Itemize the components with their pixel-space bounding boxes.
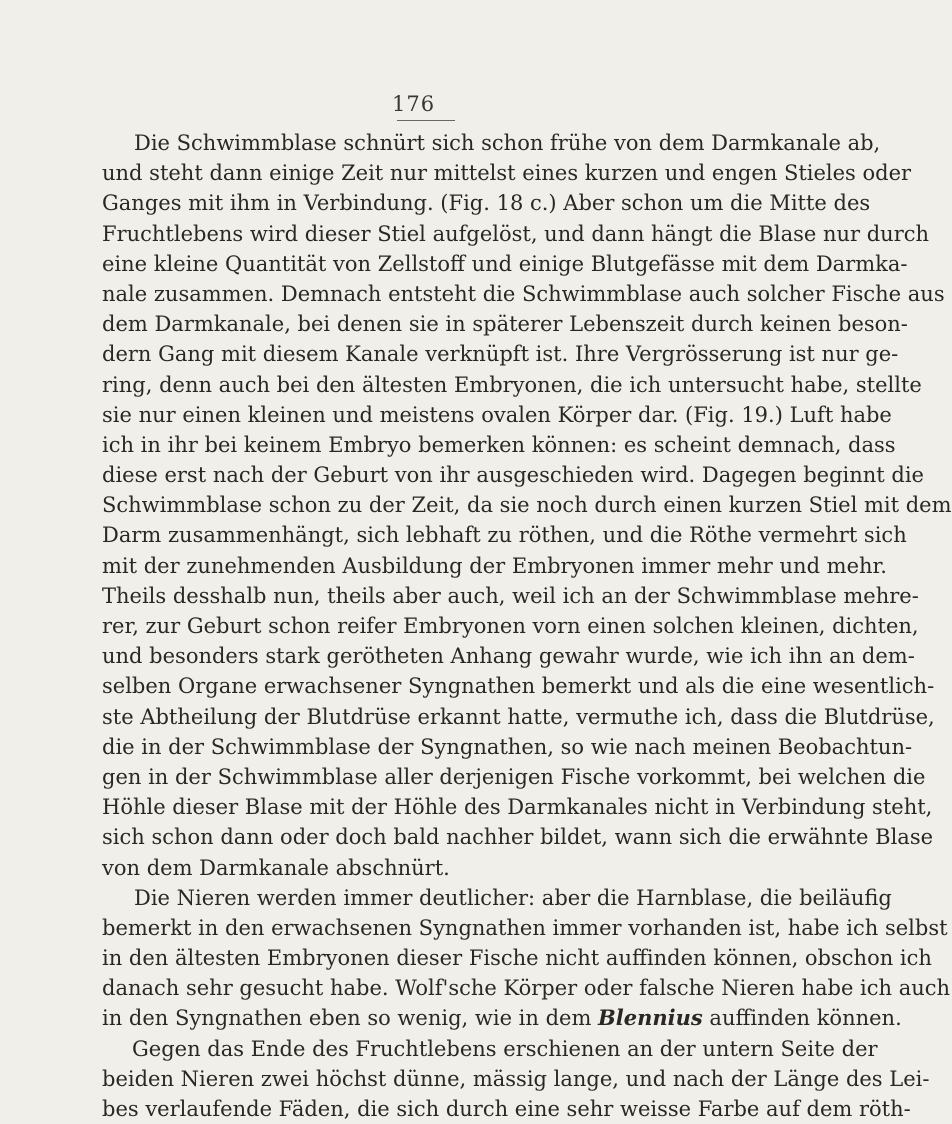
text-line: Gegen das Ende des Fruchtlebens erschienen an der untern Seite der xyxy=(132,1036,878,1061)
text-line: Darm zusammenhängt, sich lebhaft zu röthen, und die Röthe vermehrt sich xyxy=(102,523,907,548)
text-line: rer, zur Geburt schon reifer Embryonen vorn einen solchen kleinen, dichten, xyxy=(102,614,919,638)
text-line: mit der zunehmenden Ausbildung der Embryonen immer mehr und mehr. xyxy=(102,553,887,578)
text-line: Höhle dieser Blase mit der Höhle des Darmkanales nicht in Verbindung steht, xyxy=(102,795,933,820)
text-line: sie nur einen kleinen und meistens ovalen Körper dar. (Fig. 19.) Luft habe xyxy=(102,402,892,427)
text-line: diese erst nach der Geburt von ihr ausgeschieden wird. Dagegen beginnt die xyxy=(102,463,924,488)
text-line: nale zusammen. Demnach entsteht die Schwimmblase auch solcher Fische aus xyxy=(102,281,945,306)
text-line: und besonders stark gerötheten Anhang gewahr wurde, wie ich ihn an dem- xyxy=(102,644,915,669)
text-line: Die Schwimmblase schnürt sich schon frühe von dem Darmkanale ab, xyxy=(134,131,881,155)
text-line: danach sehr gesucht habe. Wolf'sche Körper oder falsche Nieren habe ich auch xyxy=(102,976,951,1001)
page-number: 176 xyxy=(392,92,436,116)
text-line: sich schon dann oder doch bald nachher bildet, wann sich die erwähnte Blase xyxy=(102,825,934,850)
text-line: ste Abtheilung der Blutdrüse erkannt hatte, vermuthe ich, dass die Blutdrüse, xyxy=(102,704,935,729)
text-line: Schwimmblase schon zu der Zeit, da sie noch durch einen kurzen Stiel mit dem xyxy=(102,493,952,518)
text-line: selben Organe erwachsener Syngnathen bemerkt und als die eine wesentlich- xyxy=(102,674,935,699)
text-line: dem Darmkanale, bei denen sie in späterer Lebenszeit durch keinen beson- xyxy=(102,312,908,337)
text-line: gen in der Schwimmblase aller derjenigen Fische vorkommt, bei welchen die xyxy=(102,764,926,789)
italic-genus-name: Blennius xyxy=(598,1005,703,1031)
text-line: Die Nieren werden immer deutlicher: aber die Harnblase, die beiläufig xyxy=(134,885,892,910)
text-segment: in den Syngnathen eben so wenig, wie in dem xyxy=(102,1006,599,1031)
header-rule xyxy=(397,120,455,121)
text-line-with-italic xyxy=(102,1003,902,1033)
text-line: von dem Darmkanale abschnürt. xyxy=(102,855,450,880)
text-line: ich in ihr bei keinem Embryo bemerken können: es scheint demnach, dass xyxy=(102,432,896,457)
text-line: bemerkt in den erwachsenen Syngnathen immer vorhanden ist, habe ich selbst xyxy=(102,915,948,940)
text-line: und steht dann einige Zeit nur mittelst eines kurzen und engen Stieles oder xyxy=(102,161,912,186)
text-line: dern Gang mit diesem Kanale verknüpft ist. Ihre Vergrösserung ist nur ge- xyxy=(102,342,899,367)
text-line: Fruchtlebens wird dieser Stiel aufgelöst, und dann hängt die Blase nur durch xyxy=(102,221,930,246)
body-text xyxy=(102,128,952,1124)
text-line: eine kleine Quantität von Zellstoff und einige Blutgefässe mit dem Darmka- xyxy=(102,251,908,276)
text-line: beiden Nieren zwei höchst dünne, mässig lange, und nach der Länge des Lei- xyxy=(102,1066,930,1091)
text-segment: auffinden können. xyxy=(702,1006,902,1031)
text-line: ring, denn auch bei den ältesten Embryonen, die ich untersucht habe, stellte xyxy=(102,372,922,397)
text-line: Theils desshalb nun, theils aber auch, weil ich an der Schwimmblase mehre- xyxy=(102,583,919,608)
text-line: in den ältesten Embryonen dieser Fische nicht auffinden können, obschon ich xyxy=(102,946,932,971)
text-line: Ganges mit ihm in Verbindung. (Fig. 18 c.) Aber schon um die Mitte des xyxy=(102,191,871,216)
text-line: bes verlaufende Fäden, die sich durch eine sehr weisse Farbe auf dem röth- xyxy=(102,1097,911,1121)
text-line: die in der Schwimmblase der Syngnathen, so wie nach meinen Beobachtun- xyxy=(102,734,913,759)
